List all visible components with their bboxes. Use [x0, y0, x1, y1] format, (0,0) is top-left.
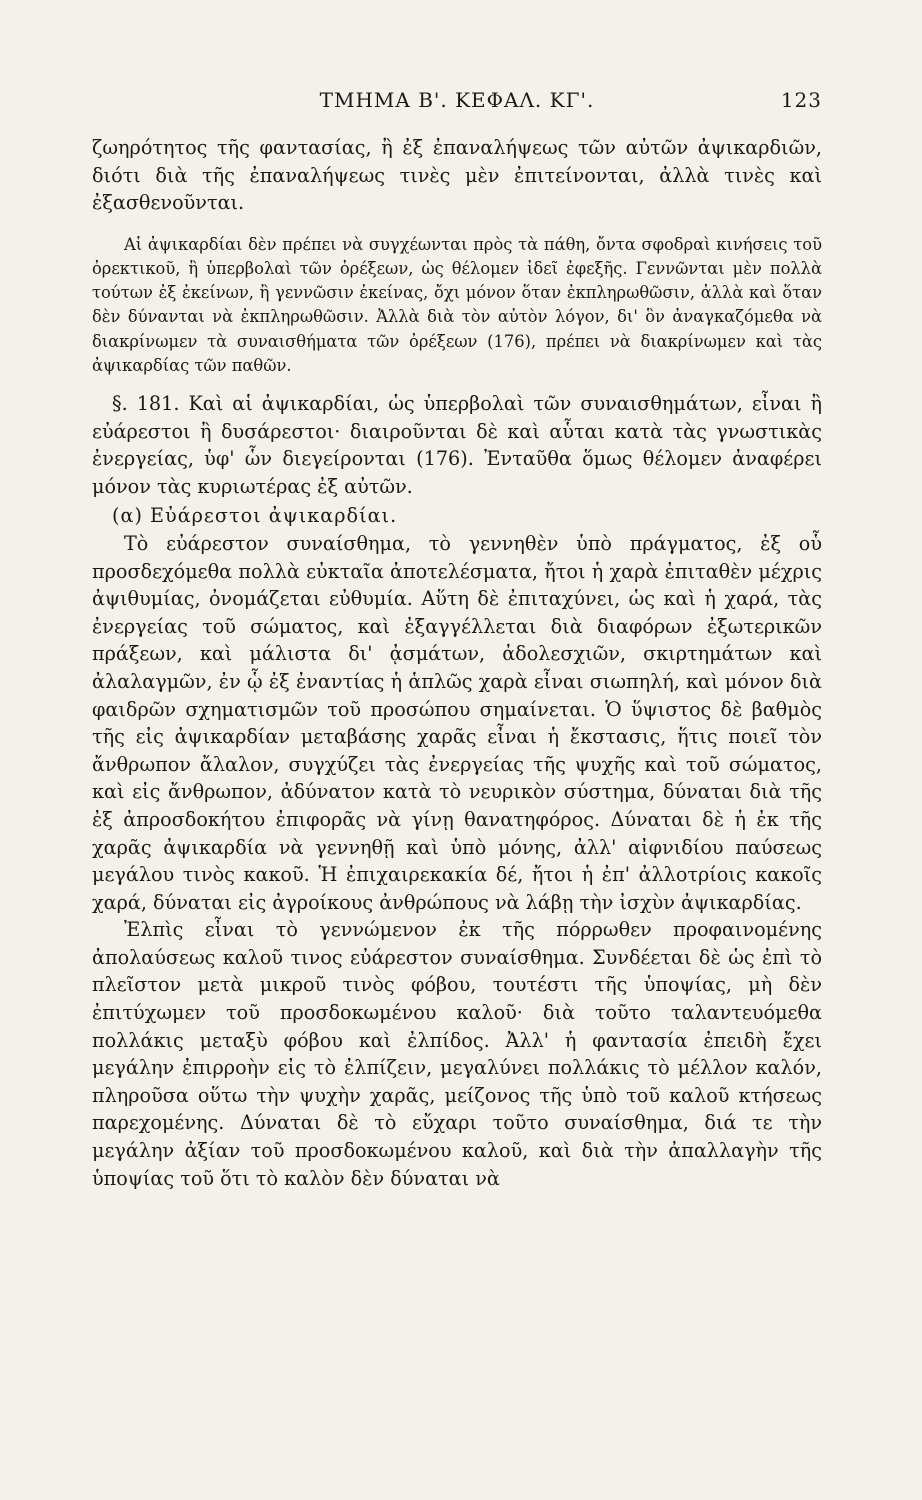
running-head [92, 88, 822, 122]
paragraph-section-181: §. 181. Καὶ αἱ ἀψικαρδίαι, ὡς ὑπερβολαὶ τῶν συναισθημάτων, εἶναι ἢ εὐάρεστοι ἢ δυσάρεστοι· διαιροῦνται δὲ καὶ αὗται κατὰ τὰς γνωστικὰς ἐνεργείας, ὑφ' ὧν διεγείρονται (176). Ἐνταῦθα ὅμως θέλομεν ἀναφέρει μόνον τὰς κυριωτέρας ἐξ αὐτῶν. [92, 392, 822, 498]
body-text [92, 134, 822, 1192]
paragraph-hope: Ἐλπὶς εἶναι τὸ γεννώμενον ἐκ τῆς πόρρωθεν προφαινομένης ἀπολαύσεως καλοῦ τινος εὐάρεστον συναίσθημα. Συνδέεται δὲ ὡς ἐπὶ τὸ πλεῖστον μετὰ μικροῦ τινὸς φόβου, τουτέστι τῆς ὑποψίας, μὴ δὲν ἐπιτύχωμεν τοῦ προσδοκωμένου καλοῦ· διὰ τοῦτο ταλαντευόμεθα πολλάκις μεταξὺ φόβου καὶ ἐλπίδος. Ἀλλ' ἡ φαντασία ἐπειδὴ ἔχει μεγάλην ἐπιρροὴν εἰς τὸ ἐλπίζειν, μεγαλύνει πολλάκις τὸ μέλλον καλόν, πληροῦσα οὕτω τὴν ψυχὴν χαρᾶς, μείζονος τῆς ὑπὸ τοῦ καλοῦ κτήσεως παρεχομένης. Δύναται δὲ τὸ εὔχαρι τοῦτο συναίσθημα, διά τε τὴν μεγάλην ἀξίαν τοῦ προσδοκωμένου καλοῦ, καὶ διὰ τὴν ἀπαλλαγὴν τῆς ὑποψίας τοῦ ὅτι τὸ καλὸν δὲν δύναται νὰ [92, 918, 822, 1190]
paragraph-euthymia: Τὸ εὐάρεστον συναίσθημα, τὸ γεννηθὲν ὑπὸ πράγματος, ἐξ οὗ προσδεχόμεθα πολλὰ εὐκταῖα ἀποτελέσματα, ἤτοι ἡ χαρὰ ἐπιταθὲν μέχρις ἀψιθυμίας, ὀνομάζεται εὐθυμία. Αὕτη δὲ ἐπιταχύνει, ὡς καὶ ἡ χαρά, τὰς ἐνεργείας τοῦ σώματος, καὶ ἐξαγγέλλεται διὰ διαφόρων ἐξωτερικῶν πράξεων, καὶ μάλιστα δι' ᾀσμάτων, ἀδολεσχιῶν, σκιρτημάτων καὶ ἀλαλαγμῶν, ἐν ᾧ ἐξ ἐναντίας ἡ ἁπλῶς χαρὰ εἶναι σιωπηλή, καὶ μόνον διὰ φαιδρῶν σχηματισμῶν τοῦ προσώπου σημαίνεται. Ὁ ὕψιστος δὲ βαθμὸς τῆς εἰς ἀψικαρδίαν μεταβάσης χαρᾶς εἶναι ἡ ἔκστασις, ἥτις ποιεῖ τὸν ἄνθρωπον ἄλαλον, συγχύζει τὰς ἐνεργείας τῆς ψυχῆς καὶ τοῦ σώματος, καὶ εἰς ἄνθρωπον, ἀδύνατον κατὰ τὸ νευρικὸν σύστημα, δύναται διὰ τῆς ἐξ ἀπροσδοκήτου ἐπιφορᾶς νὰ γίνῃ θανατηφόρος. Δύναται δὲ ἡ ἐκ τῆς χαρᾶς ἀψικαρδία νὰ γεννηθῇ καὶ ὑπὸ μόνης, ἀλλ' αἰφνιδίου παύσεως μεγάλου τινὸς κακοῦ. Ἡ ἐπιχαιρεκακία δέ, ἤτοι ἡ ἐπ' ἀλλοτρίοις κακοῖς χαρά, δύναται εἰς ἀγροίκους ἀνθρώπους νὰ λάβῃ τὴν ἰσχὺν ἀψικαρδίας. [92, 531, 822, 914]
page-number: 123 [780, 88, 822, 112]
book-page [92, 88, 822, 1468]
paragraph-continuation: ζωηρότητος τῆς φαντασίας, ἢ ἐξ ἐπαναλήψεως τῶν αὐτῶν ἀψικαρδιῶν, διότι διὰ τῆς ἐπαναλήψεως τινὲς μὲν ἐπιτείνονται, ἀλλὰ τινὲς καὶ ἐξασθενοῦνται. [92, 136, 822, 215]
chapter-heading: ΤΜΗΜΑ Β'. ΚΕΦΑΛ. ΚΓ'. [319, 88, 595, 112]
subheading-pleasant-emotions: (α) Εὐάρεστοι ἀψικαρδίαι. [112, 504, 398, 528]
paragraph-note-passions: Αἱ ἀψικαρδίαι δὲν πρέπει νὰ συγχέωνται πρὸς τὰ πάθη, ὄντα σφοδραὶ κινήσεις τοῦ ὀρεκτικοῦ, ἢ ὑπερβολαὶ τῶν ὀρέξεων, ὡς θέλομεν ἰδεῖ ἐφεξῆς. Γεννῶνται μὲν πολλὰ τούτων ἐξ ἐκείνων, ἢ γεννῶσιν ἐκείνας, ὄχι μόνον ὅταν ἐκπληρωθῶσιν, ἀλλὰ καὶ ὅταν δὲν δύνανται νὰ ἐκπληρωθῶσιν. Ἀλλὰ διὰ τὸν αὐτὸν λόγον, δι' ὃν ἀναγκαζόμεθα νὰ διακρίνωμεν τὰ συναισθήματα τῶν ὀρέξεων (176), πρέπει νὰ διακρίνωμεν καὶ τὰς ἀψικαρδίας τῶν παθῶν. [92, 234, 822, 375]
